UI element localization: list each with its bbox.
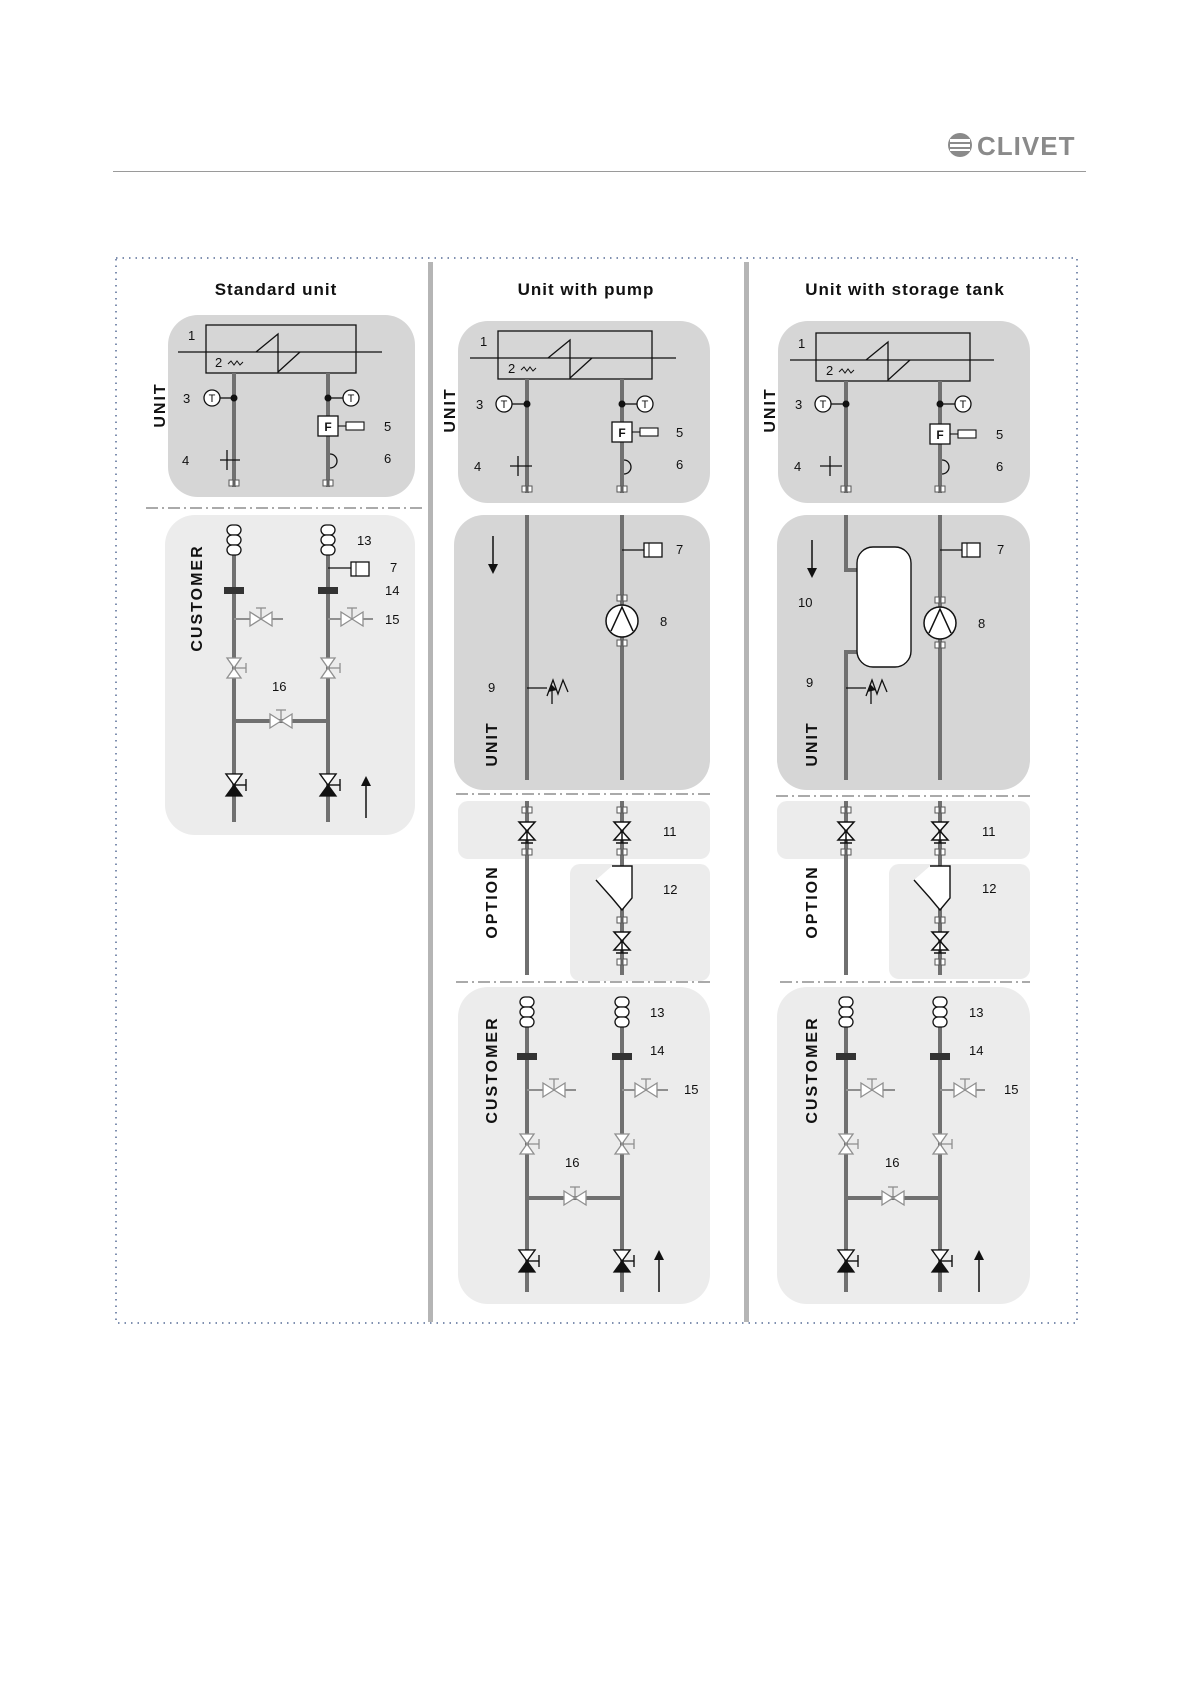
column-divider-1 bbox=[428, 262, 433, 1322]
label-7: 7 bbox=[390, 560, 398, 575]
svg-text:12: 12 bbox=[982, 881, 997, 896]
svg-text:11: 11 bbox=[663, 824, 677, 839]
svg-text:14: 14 bbox=[969, 1043, 984, 1058]
svg-text:15: 15 bbox=[684, 1082, 699, 1097]
section-label-customer: CUSTOMER bbox=[484, 1016, 501, 1124]
svg-text:2: 2 bbox=[826, 363, 834, 378]
pump-icon bbox=[606, 605, 638, 637]
svg-text:F: F bbox=[936, 428, 944, 442]
expansion-vessel-icon bbox=[644, 543, 662, 557]
svg-text:T: T bbox=[208, 393, 216, 405]
column-unit-with-storage-tank bbox=[762, 280, 1030, 1304]
svg-text:9: 9 bbox=[488, 680, 496, 695]
svg-text:T: T bbox=[347, 393, 355, 405]
svg-text:F: F bbox=[324, 420, 332, 434]
section-label-option: OPTION bbox=[484, 865, 501, 939]
section-label-unit: UNIT bbox=[484, 721, 501, 767]
svg-text:4: 4 bbox=[794, 459, 802, 474]
svg-text:6: 6 bbox=[676, 457, 684, 472]
svg-text:5: 5 bbox=[996, 427, 1004, 442]
column-title: Standard unit bbox=[214, 280, 338, 299]
svg-text:16: 16 bbox=[565, 1155, 580, 1170]
label-3: 3 bbox=[183, 391, 191, 406]
svg-text:1: 1 bbox=[798, 336, 806, 351]
svg-text:11: 11 bbox=[982, 824, 996, 839]
svg-text:9: 9 bbox=[806, 675, 814, 690]
section-label-unit: UNIT bbox=[152, 382, 169, 428]
section-label-customer: CUSTOMER bbox=[804, 1016, 821, 1124]
unit-panel bbox=[168, 315, 415, 497]
section-label-unit: UNIT bbox=[762, 387, 779, 433]
section-label-unit: UNIT bbox=[442, 387, 459, 433]
svg-text:14: 14 bbox=[650, 1043, 665, 1058]
label-14: 14 bbox=[385, 583, 400, 598]
svg-text:10: 10 bbox=[798, 595, 813, 610]
label-1: 1 bbox=[188, 328, 196, 343]
section-label-customer: CUSTOMER bbox=[189, 544, 206, 652]
svg-text:8: 8 bbox=[978, 616, 986, 631]
label-4: 4 bbox=[182, 453, 190, 468]
label-2: 2 bbox=[215, 355, 223, 370]
section-label-unit: UNIT bbox=[804, 721, 821, 767]
svg-text:16: 16 bbox=[885, 1155, 900, 1170]
option-filter-panel bbox=[570, 864, 710, 981]
svg-text:13: 13 bbox=[969, 1005, 984, 1020]
svg-text:12: 12 bbox=[663, 882, 678, 897]
option-filter-panel bbox=[889, 864, 1030, 979]
label-5: 5 bbox=[384, 419, 392, 434]
svg-text:2: 2 bbox=[508, 361, 516, 376]
storage-tank-icon bbox=[857, 547, 911, 667]
svg-text:5: 5 bbox=[676, 425, 684, 440]
svg-text:8: 8 bbox=[660, 614, 668, 629]
svg-text:T: T bbox=[959, 399, 967, 411]
column-divider-2 bbox=[744, 262, 749, 1322]
label-6: 6 bbox=[384, 451, 392, 466]
label-16: 16 bbox=[272, 679, 287, 694]
svg-text:F: F bbox=[618, 426, 626, 440]
svg-text:T: T bbox=[500, 399, 508, 411]
svg-text:7: 7 bbox=[997, 542, 1005, 557]
svg-text:6: 6 bbox=[996, 459, 1004, 474]
svg-text:T: T bbox=[641, 399, 649, 411]
clivet-logo-text: CLIVET bbox=[977, 131, 1076, 160]
column-unit-with-pump bbox=[442, 280, 710, 1304]
label-15: 15 bbox=[385, 612, 400, 627]
svg-text:15: 15 bbox=[1004, 1082, 1019, 1097]
unit-panel bbox=[458, 321, 710, 503]
column-standard-unit bbox=[146, 280, 422, 835]
flexible-joint-icon bbox=[227, 525, 241, 555]
svg-text:3: 3 bbox=[795, 397, 803, 412]
svg-text:T: T bbox=[819, 399, 827, 411]
svg-text:1: 1 bbox=[480, 334, 488, 349]
label-13: 13 bbox=[357, 533, 372, 548]
svg-text:4: 4 bbox=[474, 459, 482, 474]
svg-text:7: 7 bbox=[676, 542, 684, 557]
svg-text:13: 13 bbox=[650, 1005, 665, 1020]
column-title: Unit with pump bbox=[517, 280, 655, 299]
column-title: Unit with storage tank bbox=[805, 280, 1005, 299]
svg-text:3: 3 bbox=[476, 397, 484, 412]
section-label-option: OPTION bbox=[804, 865, 821, 939]
